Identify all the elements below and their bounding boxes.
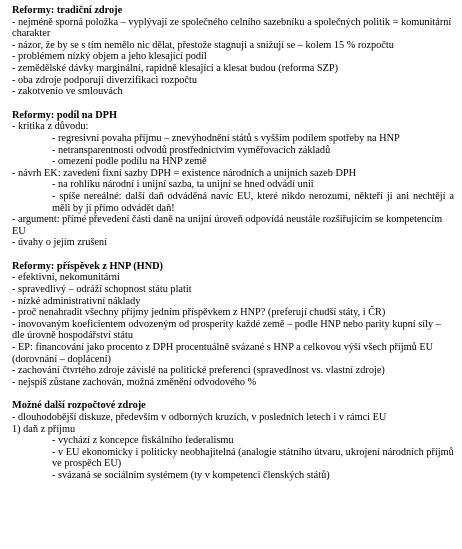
section-heading: Reformy: tradiční zdroje [12,5,123,16]
list-item: - nejméně sporná položka – vyplývají ze společného celního sazebníku a společných politik = komunitární charakter [12,16,452,40]
list-item: - spíše nereálné: další daň odváděná navíc EU, které nikdo nerozumí, někteří ji ani nechtějí a měli by jí přímo odvádět daň! [52,190,454,214]
section-vat-share [12,110,454,249]
list-item: - efektivní, nekomunitární [12,272,120,284]
list-item: - netransparentnosti odvodů prostřednictvím vyměřovacích základů [52,144,331,156]
list-item: - zakotvenío ve smlouvách [12,86,123,98]
list-item: - vychází z koncepce fiskálního federalismu [52,435,234,447]
list-item: - regresivní povaha příjmu – znevýhodnění států s vyšším podílem spotřeby na HNP [52,132,400,144]
list-item: - problémem nízký objem a jeho klesající podíl [12,51,207,63]
list-item: - dlouhodobější diskuze, především v odborných kruzích, v posledních letech i v rámci EU [12,412,387,423]
list-item: - nejspíš zůstane zachován, možná změnění odvodového % [12,376,257,388]
section-heading: Reformy: příspěvek z HNP (HND) [12,260,163,272]
list-item: - zachování čtvrtého zdroje závislé na politické preferenci (spravedlnost vs. vlastní zdroje) [12,365,385,377]
list-item: - inovovaným koeficientem odvozeným od prosperity každé země – podle HNP nebo parity kupní síly – dle úrovně hospodářství státu [12,318,441,342]
list-item: - proč nenahradit všechny příjmy jedním příspěvkem z HNP? (preferují chudší státy, i ČR) [12,307,386,319]
list-item: - nízké administrativní náklady [12,295,141,307]
list-item: - EP: financování jako procento z DPH procentuálně svázané s HNP a celkovou výší všech příjmů EU (dorovnání – doplácení) [12,342,434,365]
list-item: - v EU ekonomicky i politicky neobhajitelná (analogie státního útvaru, ukrojení národních příjmů ve prospěch EU) [52,446,454,470]
list-item: 1) daň z příjmu [12,423,76,435]
list-item: - na rohlíku národní i unijní sazba, ta unijní se hned odvádí unii [52,179,314,191]
section-gnp-contribution [12,261,454,389]
list-item: - spravedlivý – odráží schopnost státu platit [12,284,192,296]
list-item: - názor, že by se s tím nemělo nic dělat, přestože stagnují a snižují se – kolem 15 % rozpočtu [12,39,394,51]
list-item: - zemědělské dávky marginální, rapidně klesající a klesat budou (reforma SZP) [12,62,339,74]
section-traditional-sources [12,5,454,98]
list-item: - návrh EK: zavedení fixní sazby DPH = existence národních a unijních sazeb DPH [12,167,357,179]
list-item: - argument: přímé převedení části daně na unijní úroveň odpovídá neustále rozšiřujícím se kompetencím EU [12,214,443,237]
list-item: - kritika z důvodu: [12,121,89,133]
list-item: - omezení podle podílu na HNP země [52,156,207,168]
list-item: - svázaná se sociálním systémem (ty v kompetenci členských států) [52,469,330,481]
section-heading: Možné další rozpočtové zdroje [12,400,146,412]
list-item: - oba zdroje podporují diverzifikaci rozpočtu [12,74,197,86]
section-other-sources [12,400,454,481]
list-item: - úvahy o jejím zrušení [12,237,107,249]
section-heading: Reformy: podíl na DPH [12,109,117,121]
